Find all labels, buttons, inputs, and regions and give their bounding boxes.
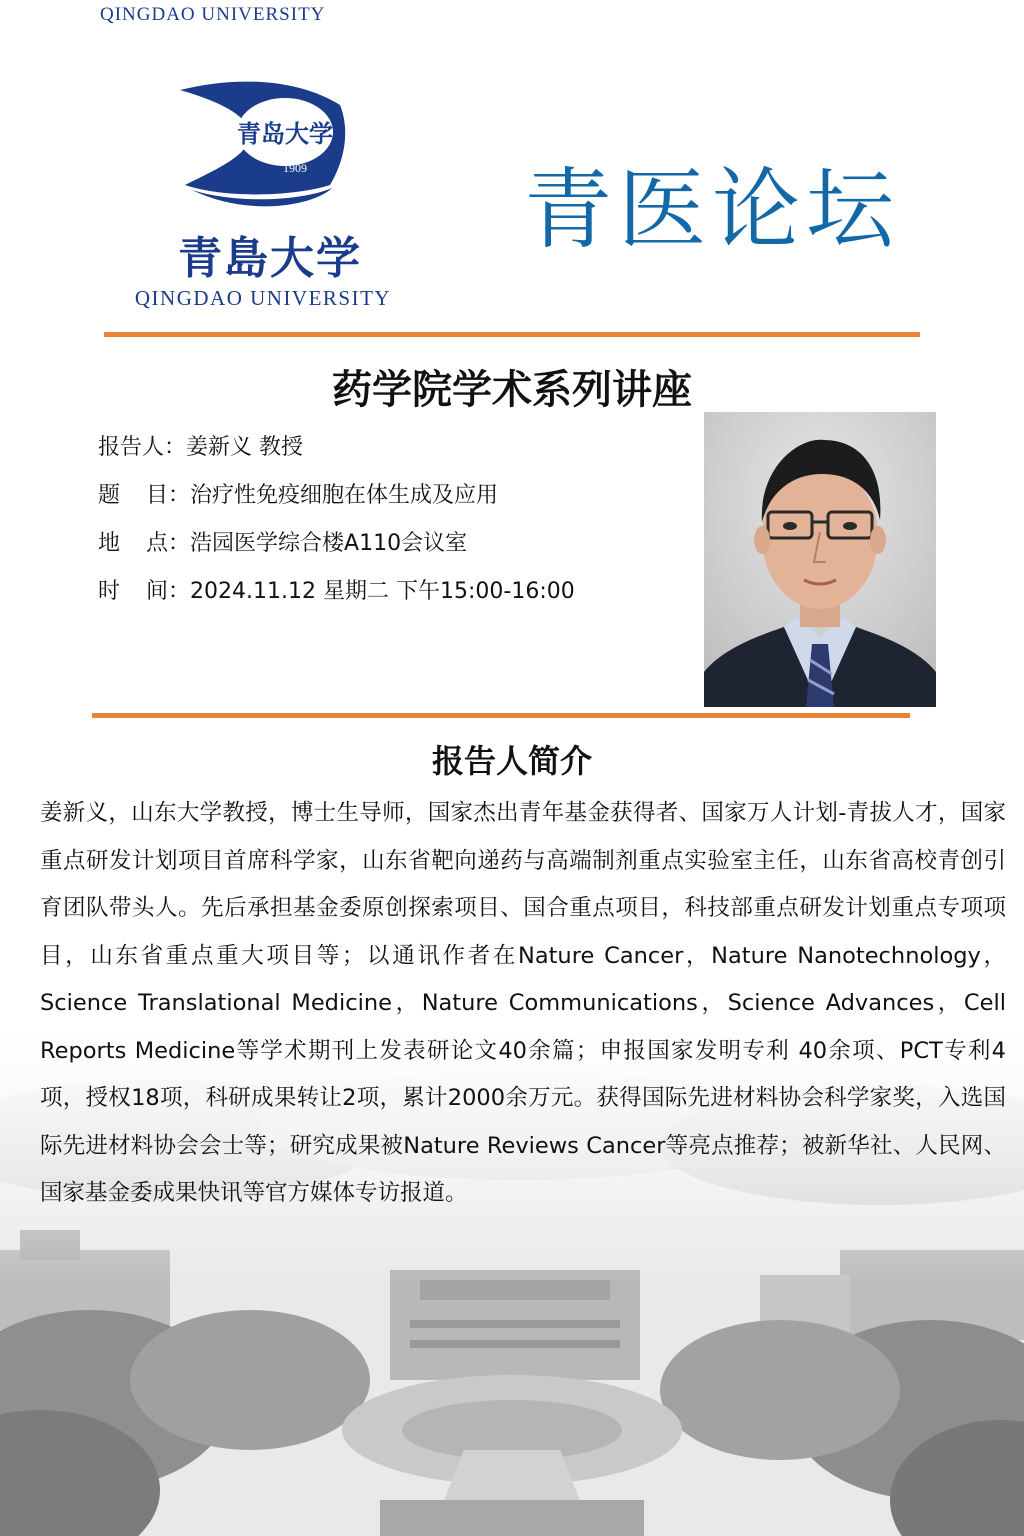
venue-row (98, 526, 467, 557)
logo-seal-year: 1909 (283, 161, 307, 175)
logo-wordmark-english: QINGDAO UNIVERSITY (134, 286, 392, 310)
topic-value: 治疗性免疫细胞在体生成及应用 (190, 483, 499, 508)
venue-label-b: 点： (146, 531, 191, 556)
topic-label-b: 目： (146, 483, 191, 508)
bio-heading: 报告人简介 (431, 742, 592, 780)
venue-value: 浩园医学综合楼A110会议室 (190, 531, 468, 556)
speaker-row (98, 430, 303, 461)
speaker-value: 姜新义 教授 (186, 435, 304, 460)
speaker-label: 报告人： (98, 435, 187, 460)
logo-seal-name: 青岛大学 (237, 119, 333, 148)
speaker-bio: 姜新义，山东大学教授，博士生导师，国家杰出青年基金获得者、国家万人计划-青拔人才，国家重点研发计划项目首席科学家，山东省靶向递药与高端制剂重点实验室主任，山东省高校青创引育团队带头人。先后承担基金委原创探索项目、国合重点项目，科技部重点研发计划重点专项项目，山东省重点重大项目等；以通讯作者在Nature Cancer，Nature Nanotechnology，Science Translational Medicine，Nature Communications，Science Advances，Cell Reports Medicine等学术期刊上发表研论文40余篇；申报国家发明专利 40余项、PCT专利4项，授权18项，科研成果转让2项，累计2000余万元。获得国际先进材料协会科学家奖，入选国际先进材料协会会士等；研究成果被Nature Reviews Cancer等亮点推荐；被新华社、人民网、国家基金委成果快讯等官方媒体专访报道。 (40, 800, 1006, 1206)
time-value: 2024.11.12 星期二 下午15:00-16:00 (190, 579, 575, 604)
forum-title: 青医论坛 (524, 158, 901, 261)
top-divider (104, 332, 920, 337)
time-row (98, 574, 575, 605)
logo-arc-text: QINGDAO UNIVERSITY (100, 4, 326, 25)
middle-divider (92, 713, 910, 718)
topic-row (98, 478, 498, 509)
time-label-a: 时 (98, 579, 147, 604)
speaker-portrait (704, 412, 936, 707)
lecture-series-title: 药学院学术系列讲座 (332, 367, 692, 413)
venue-label-a: 地 (98, 531, 147, 556)
time-label-b: 间： (146, 579, 191, 604)
topic-label-a: 题 (98, 483, 147, 508)
portrait-illustration (704, 412, 936, 707)
logo-wordmark-chinese: 青島大学 (178, 233, 362, 284)
